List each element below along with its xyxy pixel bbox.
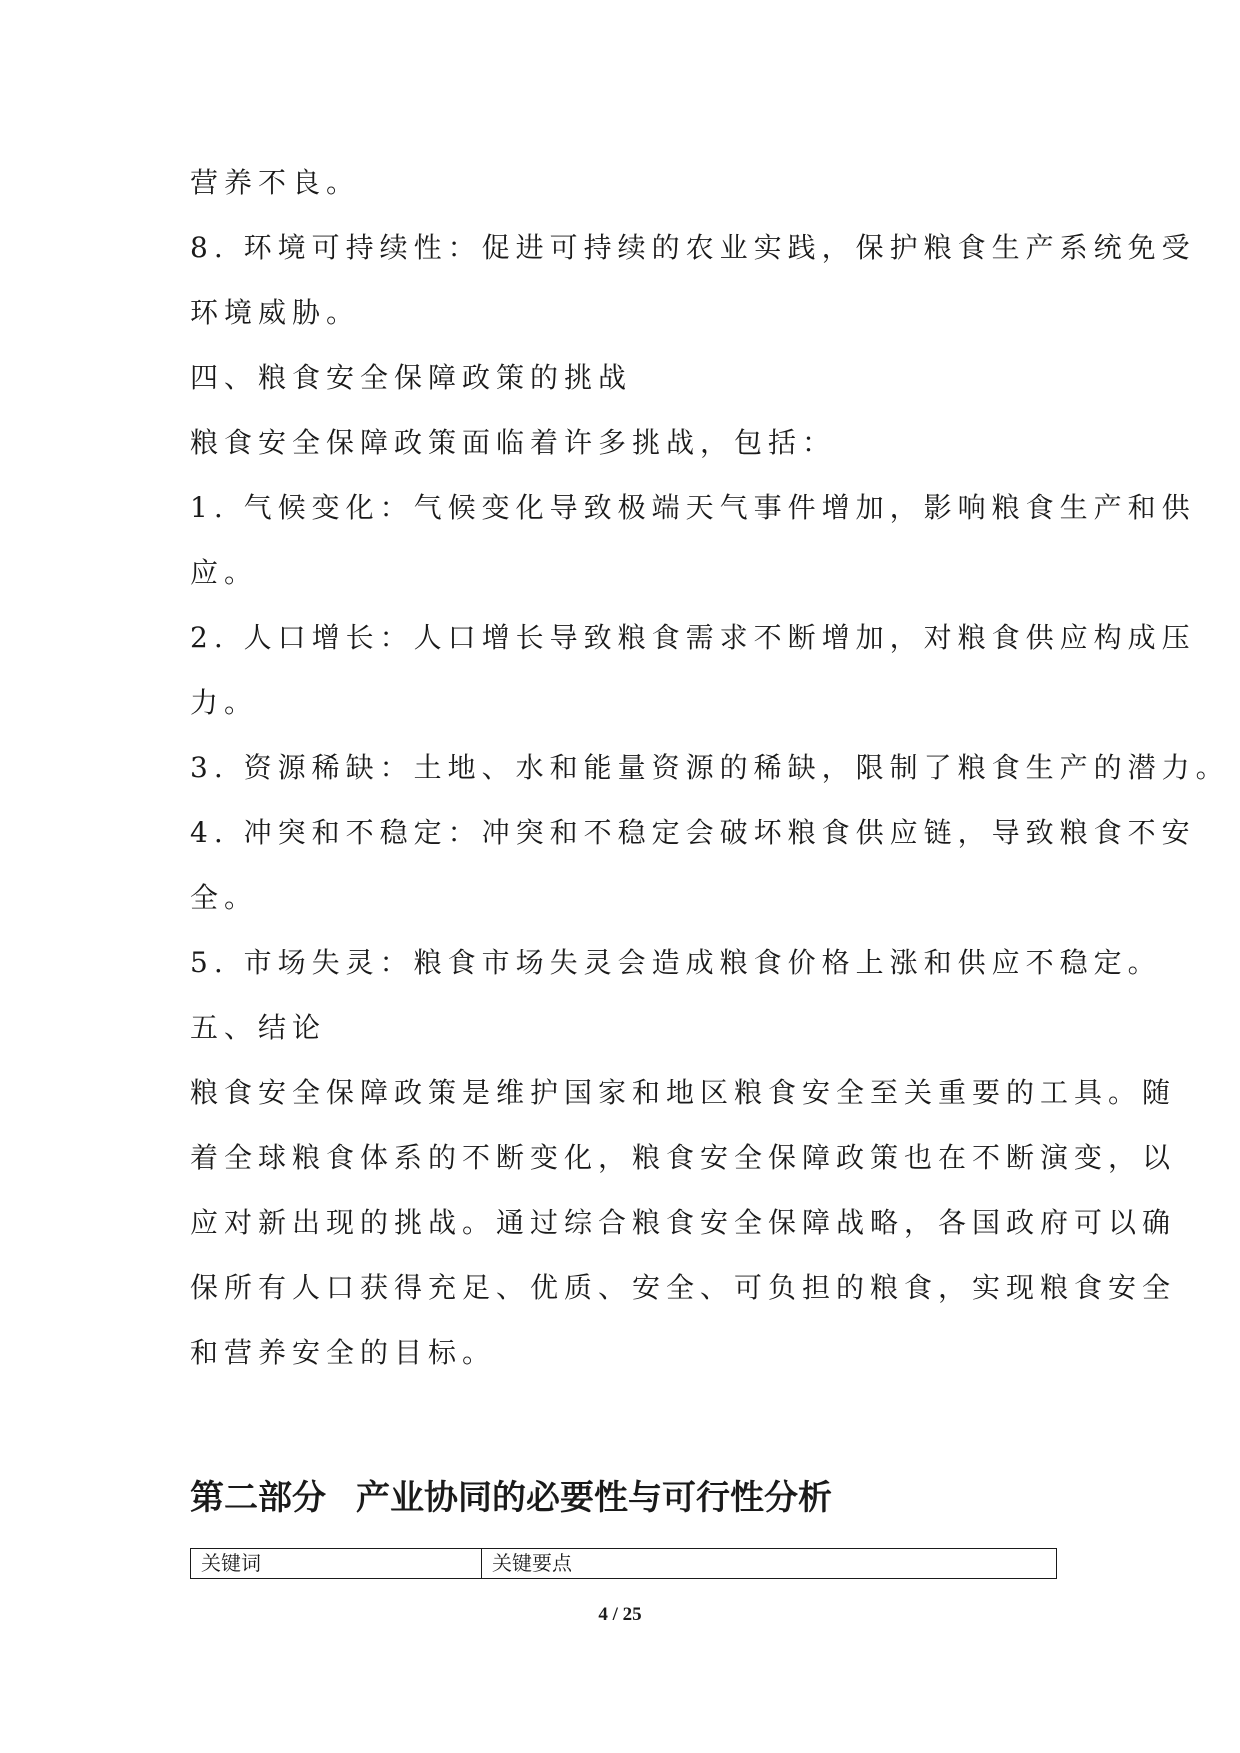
part-heading bbox=[190, 1470, 832, 1519]
list-item-population-growth: 2. 人口增长：人口增长导致粮食需求不断增加，对粮食供应构成压 bbox=[190, 621, 1196, 654]
text-line: 全。 bbox=[190, 881, 259, 914]
part-title: 产业协同的必要性与可行性分析 bbox=[356, 1478, 832, 1518]
text-line: 营养不良。 bbox=[190, 166, 361, 199]
keywords-table bbox=[190, 1548, 1057, 1579]
list-item-conflict: 4. 冲突和不稳定：冲突和不稳定会破坏粮食供应链，导致粮食不安 bbox=[190, 816, 1196, 849]
table-header-keyword: 关键词 bbox=[191, 1549, 482, 1579]
section-heading-conclusion: 五、结论 bbox=[190, 1011, 327, 1044]
table-header-row bbox=[191, 1549, 1057, 1579]
table-header-key-points: 关键要点 bbox=[482, 1549, 1057, 1579]
section-heading-challenges: 四、粮食安全保障政策的挑战 bbox=[190, 361, 633, 394]
paragraph-conclusion: 保所有人口获得充足、优质、安全、可负担的粮食，实现粮食安全 bbox=[190, 1271, 1177, 1304]
text-line: 环境威胁。 bbox=[190, 296, 361, 329]
list-item-environmental-sustainability: 8. 环境可持续性：促进可持续的农业实践，保护粮食生产系统免受 bbox=[190, 231, 1196, 264]
paragraph-conclusion: 着全球粮食体系的不断变化，粮食安全保障政策也在不断演变，以 bbox=[190, 1141, 1177, 1174]
paragraph-intro: 粮食安全保障政策面临着许多挑战，包括： bbox=[190, 426, 837, 459]
paragraph-conclusion: 和营养安全的目标。 bbox=[190, 1336, 497, 1369]
text-line: 力。 bbox=[190, 686, 259, 719]
paragraph-conclusion: 粮食安全保障政策是维护国家和地区粮食安全至关重要的工具。随 bbox=[190, 1076, 1177, 1109]
list-item-resource-scarcity: 3. 资源稀缺：土地、水和能量资源的稀缺，限制了粮食生产的潜力。 bbox=[190, 751, 1230, 784]
page-number: 4 / 25 bbox=[598, 1604, 642, 1625]
list-item-climate-change: 1. 气候变化：气候变化导致极端天气事件增加，影响粮食生产和供 bbox=[190, 491, 1196, 524]
list-item-market-failure: 5. 市场失灵：粮食市场失灵会造成粮食价格上涨和供应不稳定。 bbox=[190, 946, 1162, 979]
part-number: 第二部分 bbox=[190, 1478, 326, 1518]
text-line: 应。 bbox=[190, 556, 259, 589]
paragraph-conclusion: 应对新出现的挑战。通过综合粮食安全保障战略，各国政府可以确 bbox=[190, 1206, 1177, 1239]
body-text bbox=[190, 150, 1230, 1385]
